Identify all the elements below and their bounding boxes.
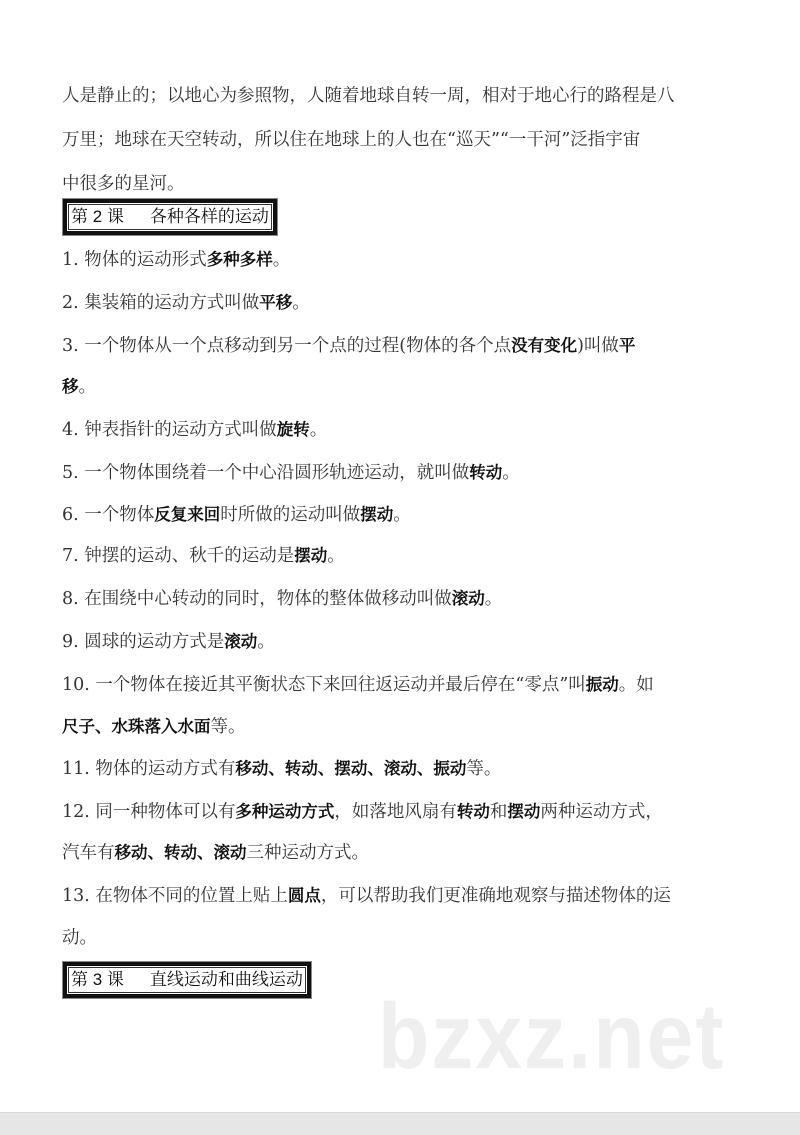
- text-segment: 等。: [466, 759, 502, 779]
- text-segment: 中很多的星河。: [62, 174, 185, 194]
- text-line: [62, 248, 290, 272]
- key-term: 摆动: [507, 802, 541, 821]
- key-term: 摆动: [360, 505, 394, 524]
- key-term: 反复来回: [154, 505, 221, 524]
- text-segment: ，可以帮助我们更准确地观察与描述物体的运: [320, 886, 671, 906]
- lesson-title: 直线运动和曲线运动: [149, 970, 303, 989]
- text-line: [62, 84, 675, 108]
- text-segment: 1. 物体的运动形式: [62, 250, 207, 270]
- text-segment: 动。: [62, 928, 97, 948]
- text-segment: 3. 一个物体从一个点移动到另一个点的过程(物体的各个点: [62, 336, 512, 356]
- key-term: 移动、转动、滚动: [114, 843, 247, 862]
- text-line: [62, 757, 501, 781]
- page-separator: [0, 1112, 800, 1135]
- lesson-heading-2: [63, 199, 277, 235]
- key-term: 滚动: [224, 632, 258, 651]
- text-segment: 和: [489, 802, 508, 822]
- text-segment: 。: [393, 505, 411, 525]
- text-line: [62, 715, 246, 739]
- text-line: [62, 418, 327, 442]
- text-segment: 13. 在物体不同的位置上贴上: [62, 886, 288, 906]
- text-segment: 6. 一个物体: [62, 505, 155, 525]
- key-term: 多种多样: [206, 250, 273, 269]
- text-line: [62, 128, 640, 152]
- text-segment: 。: [309, 420, 328, 440]
- key-term: 圆点: [287, 886, 321, 905]
- text-segment: ，如落地风扇有: [334, 802, 457, 822]
- text-line: [62, 375, 96, 399]
- text-segment: 万里；地球在天空转动，所以住在地球上的人也在“巡天”“一干河”泛指宇宙: [62, 130, 641, 150]
- lesson-number: 第 2 课: [71, 207, 124, 226]
- text-line: [62, 334, 635, 358]
- text-segment: 等。: [210, 717, 246, 737]
- lesson-heading-3: [63, 962, 311, 998]
- key-term: 尺子、水珠落入水面: [62, 717, 211, 736]
- text-segment: 8. 在围绕中心转动的同时，物体的整体做移动叫做: [62, 589, 452, 609]
- key-term: 没有变化: [511, 336, 578, 355]
- key-term: 平移: [259, 293, 293, 312]
- text-line: [62, 503, 411, 527]
- lesson-number: 第 3 课: [71, 970, 124, 989]
- text-line: [62, 630, 275, 654]
- text-segment: 9. 圆球的运动方式是: [62, 632, 225, 652]
- text-segment: 12. 同一种物体可以有: [62, 802, 236, 822]
- text-segment: 10. 一个物体在接近其平衡状态下来回往返运动并最后停在“零点”叫: [62, 675, 586, 695]
- text-segment: 。如: [618, 675, 654, 695]
- text-line: [62, 291, 310, 315]
- text-segment: 汽车有: [62, 843, 115, 863]
- key-term: 旋转: [276, 420, 310, 439]
- key-term: 移动、转动、摆动、滚动、振动: [235, 759, 467, 778]
- text-line: [62, 884, 671, 908]
- text-line: [62, 172, 185, 196]
- text-segment: 。: [292, 293, 310, 313]
- text-segment: 。: [327, 546, 345, 566]
- key-term: 移: [62, 377, 79, 396]
- key-term: 摆动: [294, 546, 328, 565]
- key-term: 滚动: [451, 589, 485, 608]
- key-term: 平: [618, 336, 636, 355]
- text-segment: 7. 钟摆的运动、秋千的运动是: [62, 546, 295, 566]
- text-segment: 11. 物体的运动方式有: [62, 759, 236, 779]
- text-segment: 时所做的运动叫做: [220, 505, 361, 525]
- text-line: [62, 800, 663, 824]
- text-segment: 4. 钟表指针的运动方式叫做: [62, 420, 277, 440]
- text-segment: 三种运动方式。: [246, 843, 369, 863]
- text-line: [62, 841, 369, 865]
- text-segment: 人是静止的；以地心为参照物，人随着地球自转一周，相对于地心行的路程是八: [62, 86, 675, 106]
- text-segment: 两种运动方式，: [540, 802, 663, 822]
- watermark: bzxz.net: [378, 984, 726, 1088]
- text-segment: 。: [78, 377, 96, 397]
- text-line: [62, 587, 502, 611]
- text-segment: 5. 一个物体围绕着一个中心沿圆形轨迹运动，就叫做: [62, 463, 470, 483]
- text-segment: 。: [502, 463, 520, 483]
- text-segment: )叫做: [577, 336, 619, 356]
- key-term: 多种运动方式: [235, 802, 335, 821]
- text-segment: 。: [257, 632, 275, 652]
- text-line: [62, 926, 97, 950]
- text-segment: 。: [272, 250, 291, 270]
- text-line: [62, 461, 520, 485]
- text-line: [62, 544, 345, 568]
- key-term: 转动: [456, 802, 490, 821]
- key-term: 转动: [469, 463, 503, 482]
- text-line: [62, 673, 654, 697]
- text-segment: 2. 集装箱的运动方式叫做: [62, 293, 260, 313]
- text-segment: 。: [484, 589, 503, 609]
- key-term: 振动: [585, 675, 619, 694]
- lesson-title: 各种各样的运动: [149, 207, 269, 226]
